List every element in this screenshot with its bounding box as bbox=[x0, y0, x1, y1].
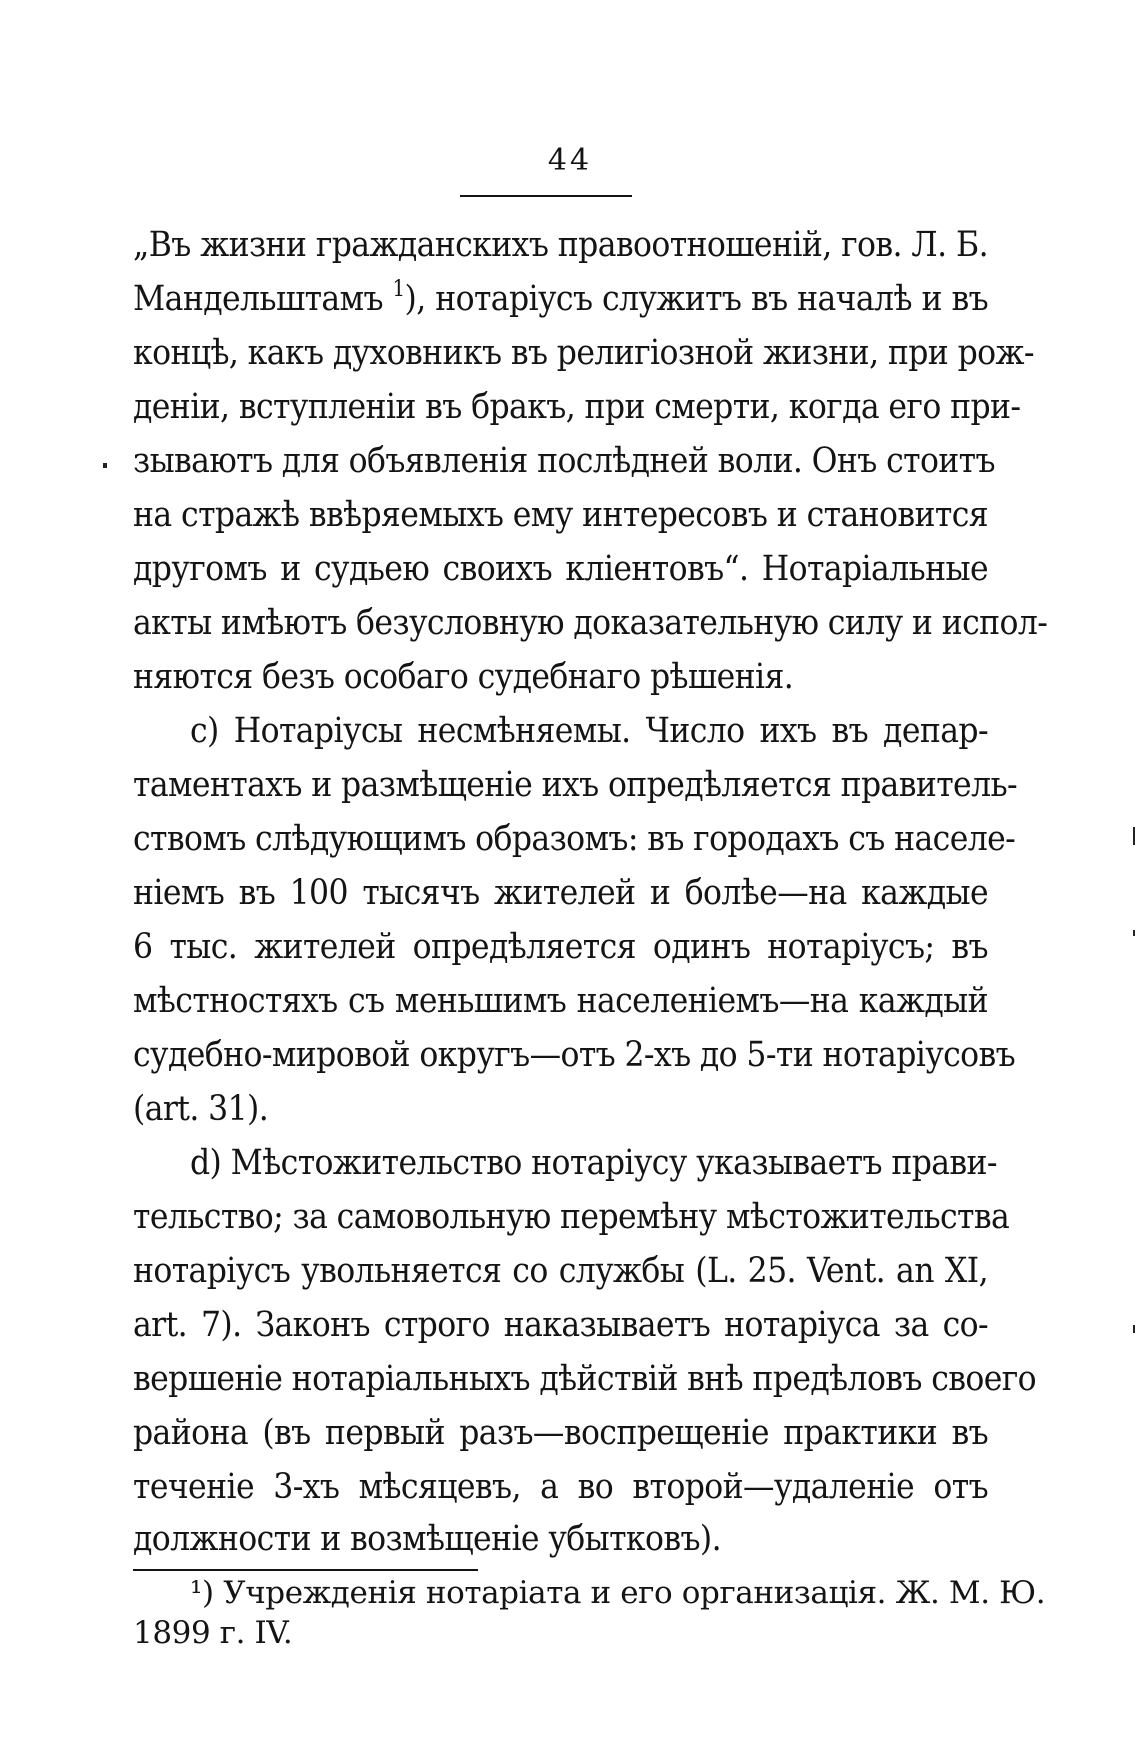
text-segment: Мандельштамъ bbox=[133, 279, 383, 319]
text-line: деніи, вступленіи въ бракъ, при смерти, когда его при- bbox=[133, 387, 1021, 427]
text-line: района (въ первый разъ—воспрещеніе практики въ bbox=[133, 1413, 988, 1453]
text-line: нотаріусъ увольняется со службы (L. 25. Vent. an XI, bbox=[133, 1251, 988, 1291]
text-line: таментахъ и размѣщеніе ихъ опредѣляется правитель- bbox=[133, 765, 1018, 805]
text-line: другомъ и судьею своихъ кліентовъ“. Нотаріальные bbox=[133, 549, 988, 589]
footnote-text: Учрежденія нотаріата и его организація. Ж. М. Ю. bbox=[223, 1575, 1046, 1611]
text-line: зываютъ для объявленія послѣдней воли. Онъ стоитъ bbox=[133, 441, 995, 481]
footnote-rule bbox=[133, 1569, 478, 1571]
text-line bbox=[133, 272, 988, 326]
footnote-line: 1899 г. IV. bbox=[133, 1615, 293, 1651]
footnote-reference: 1 bbox=[392, 277, 405, 302]
footnote-line bbox=[190, 1573, 1046, 1613]
text-line: ніемъ въ 100 тысячъ жителей и болѣе—на каждые bbox=[133, 873, 988, 913]
footnote-marker: ¹) bbox=[190, 1575, 214, 1611]
text-line: на стражѣ ввѣряемыхъ ему интересовъ и становится bbox=[133, 495, 988, 535]
text-line: с) Нотаріусы несмѣняемы. Число ихъ въ депар- bbox=[190, 711, 988, 751]
text-line: теченіе 3-хъ мѣсяцевъ, а во второй—удаленіе отъ bbox=[133, 1467, 988, 1507]
text-line: тельство; за самовольную перемѣну мѣстожительства bbox=[133, 1197, 1010, 1237]
text-line: вершеніе нотаріальныхъ дѣйствій внѣ предѣловъ своего bbox=[133, 1359, 1037, 1399]
print-speck bbox=[103, 463, 107, 468]
text-line: акты имѣютъ безусловную доказательную силу и испол- bbox=[133, 603, 1048, 643]
text-line: должности и возмѣщеніе убытковъ). bbox=[133, 1519, 722, 1559]
text-line: концѣ, какъ духовникъ въ религіозной жизни, при рож- bbox=[133, 333, 1034, 373]
text-line: d) Мѣстожительство нотаріусу указываетъ прави- bbox=[190, 1143, 997, 1183]
text-line: „Въ жизни гражданскихъ правоотношеній, гов. Л. Б. bbox=[133, 225, 988, 265]
print-speck bbox=[1133, 827, 1135, 845]
header-rule bbox=[460, 195, 632, 197]
text-line: судебно-мировой округъ—отъ 2-хъ до 5-ти нотаріусовъ bbox=[133, 1035, 1016, 1075]
text-segment: ), нотаріусъ служитъ въ началѣ и въ bbox=[404, 279, 988, 319]
print-speck bbox=[1133, 1325, 1135, 1333]
text-line: ствомъ слѣдующимъ образомъ: въ городахъ съ населе- bbox=[133, 819, 1016, 859]
text-line: art. 7). Законъ строго наказываетъ нотаріуса за со- bbox=[133, 1305, 988, 1345]
text-line: 6 тыс. жителей опредѣляется одинъ нотаріусъ; въ bbox=[133, 927, 988, 967]
text-line: няются безъ особаго судебнаго рѣшенія. bbox=[133, 657, 794, 697]
text-line: (art. 31). bbox=[133, 1089, 269, 1129]
page-number: 44 bbox=[547, 143, 593, 178]
text-line: мѣстностяхъ съ меньшимъ населеніемъ—на каждый bbox=[133, 981, 988, 1021]
print-speck bbox=[1133, 930, 1135, 936]
